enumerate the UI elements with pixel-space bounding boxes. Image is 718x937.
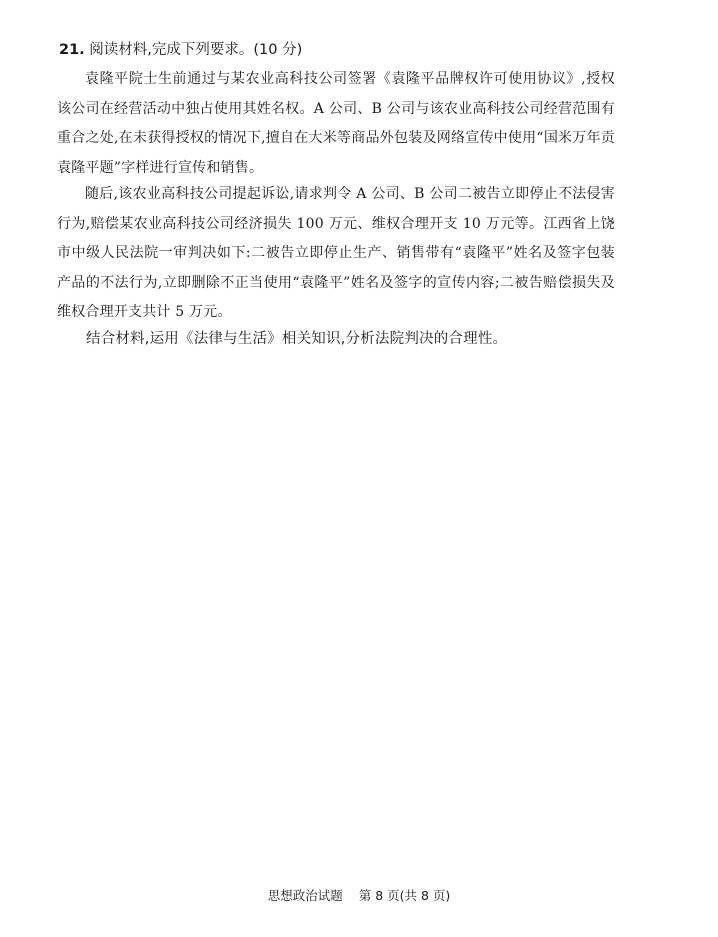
- question-header: [59, 38, 302, 62]
- page-footer: [0, 886, 718, 904]
- material-paragraph-2: 随后,该农业高科技公司提起诉讼,请求判令 A 公司、B 公司二被告立即停止不法侵害行为,赔偿某农业高科技公司经济损失 100 万元、维权合理开支 10 万元等。江西省上饶市中级人民法院一审判决如下:二被告立即停止生产、销售带有“袁隆平”姓名及签字包装产品的不法行为,立即删除不正当使用“袁隆平”姓名及签字的宣传内容;二被告赔偿损失及维权合理开支共计 5 万元。: [57, 186, 615, 321]
- material-paragraph-2-block: [57, 180, 615, 328]
- footer-page-number: 第 8 页(共 8 页): [358, 888, 451, 903]
- task-block: [57, 325, 615, 354]
- question-prompt: 阅读材料,完成下列要求。(10 分): [89, 42, 303, 58]
- question-number: 21.: [59, 42, 85, 58]
- material-paragraph-1-block: [57, 65, 615, 183]
- footer-subject: 思想政治试题: [267, 888, 343, 903]
- task-instruction: 结合材料,运用《法律与生活》相关知识,分析法院判决的合理性。: [86, 331, 508, 347]
- material-paragraph-1: 袁隆平院士生前通过与某农业高科技公司签署《袁隆平品牌权许可使用协议》,授权该公司在经营活动中独占使用其姓名权。A 公司、B 公司与该农业高科技公司经营范围有重合之处,在未获得授权的情况下,擅自在大米等商品外包装及网络宣传中使用“国米万年贡 袁隆平题”字样进行宣传和销售。: [57, 71, 615, 176]
